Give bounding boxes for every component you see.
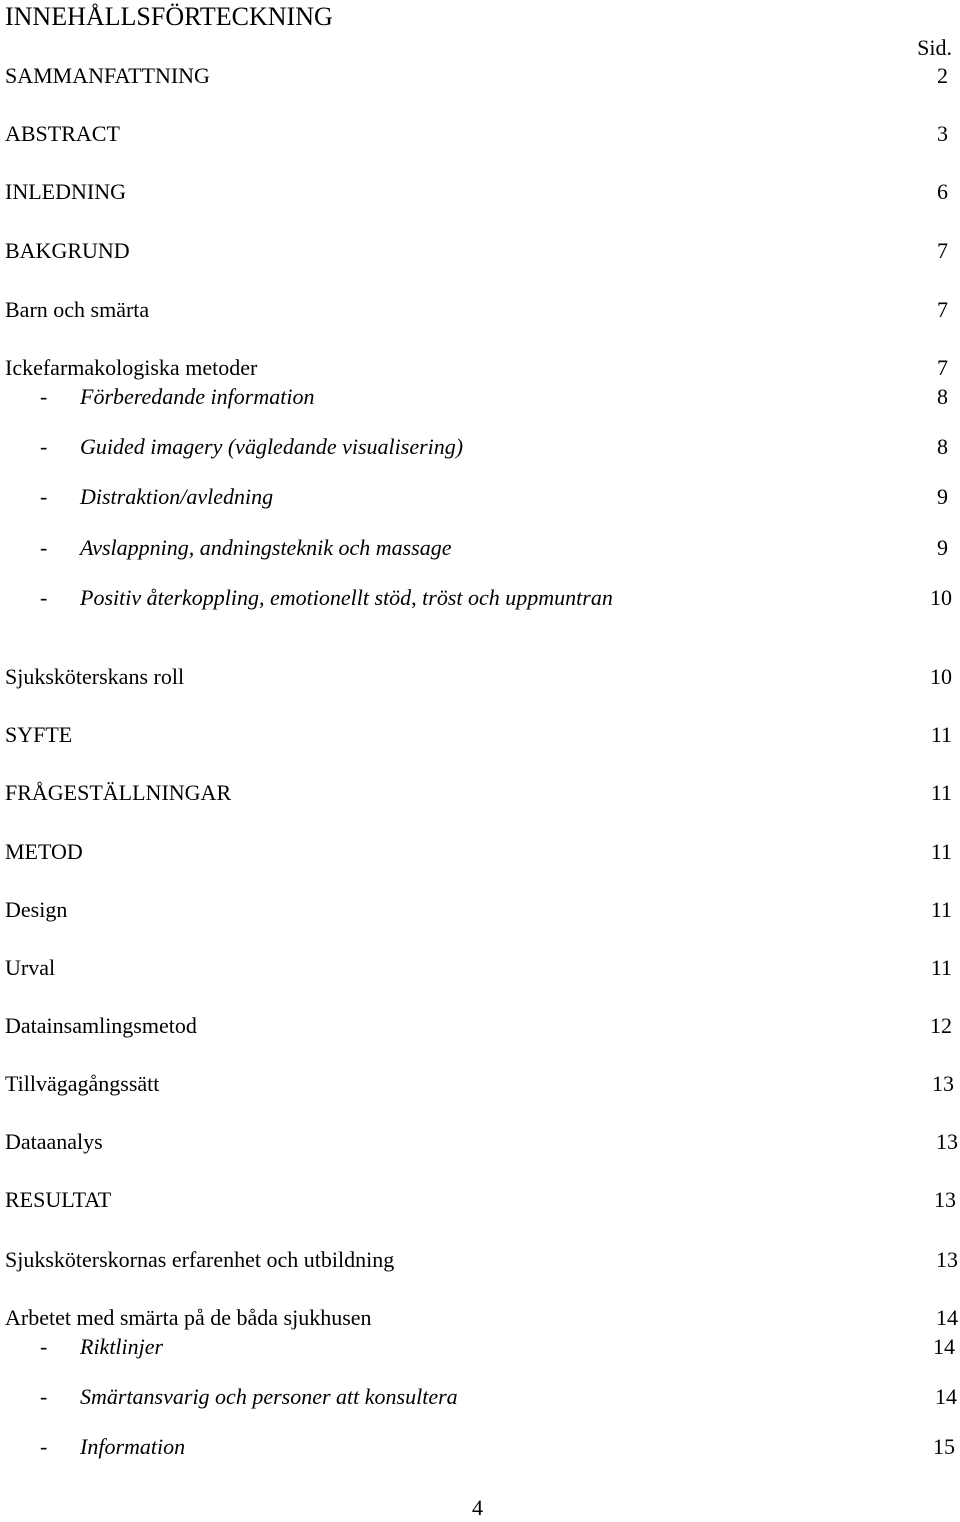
toc-entry-label: Avslappning, andningsteknik och massage	[80, 535, 452, 560]
toc-entry-page: 6	[937, 179, 948, 204]
toc-entry-label: RESULTAT	[5, 1187, 112, 1212]
toc-entry	[0, 838, 960, 866]
toc-entry-label: Barn och smärta	[5, 297, 150, 322]
toc-entry-page: 11	[930, 955, 952, 980]
toc-entry-label: Positiv återkoppling, emotionellt stöd, tröst och uppmuntran	[80, 585, 613, 610]
toc-entry-label: Distraktion/avledning	[80, 484, 274, 509]
toc-entry	[0, 296, 960, 324]
toc-entry-label: Ickefarmakologiska metoder	[5, 355, 258, 380]
toc-subentry	[0, 483, 960, 511]
toc-entry-page: 7	[937, 355, 948, 380]
toc-entry	[0, 663, 960, 691]
toc-entry	[0, 1128, 960, 1156]
list-dash: -	[40, 1434, 48, 1459]
toc-entry-label: SAMMANFATTNING	[5, 63, 210, 88]
toc-entry-page: 14	[933, 1334, 955, 1359]
toc-entry-label: Guided imagery (vägledande visualisering)	[80, 434, 464, 459]
toc-entry-page: 13	[936, 1247, 958, 1272]
toc-entry-label: Riktlinjer	[80, 1334, 164, 1359]
list-dash: -	[40, 384, 48, 409]
page-number: 4	[472, 1495, 483, 1520]
toc-entry-label: Design	[5, 897, 68, 922]
list-dash: -	[40, 585, 48, 610]
toc-entry	[0, 1246, 960, 1274]
toc-subentry	[0, 1333, 960, 1361]
toc-entry	[0, 237, 960, 265]
toc-entry-label: Förberedande information	[80, 384, 315, 409]
toc-entry-page: 8	[937, 434, 948, 459]
toc-entry-page: 12	[930, 1013, 952, 1038]
toc-entry-page: 9	[937, 535, 948, 560]
toc-entry-page: 7	[937, 297, 948, 322]
toc-entry	[0, 1012, 960, 1040]
toc-entry	[0, 779, 960, 807]
toc-title: INNEHÅLLSFÖRTECKNING	[5, 2, 333, 31]
toc-subentry	[0, 383, 960, 411]
toc-entry-page: 3	[937, 121, 948, 146]
toc-entry-label: Sjuksköterskans roll	[5, 664, 185, 689]
toc-subentry	[0, 534, 960, 562]
toc-entry-page: 11	[930, 897, 952, 922]
toc-entry-page: 10	[930, 664, 952, 689]
toc-entry-label: METOD	[5, 839, 83, 864]
toc-entry	[0, 178, 960, 206]
toc-entry	[0, 354, 960, 382]
toc-subentry	[0, 1433, 960, 1461]
toc-entry	[0, 1304, 960, 1332]
page-column-label: Sid.	[917, 35, 952, 60]
toc-entry-page: 14	[936, 1305, 958, 1330]
toc-entry	[0, 62, 960, 90]
toc-entry-label: Urval	[5, 955, 56, 980]
toc-entry-label: Sjuksköterskornas erfarenhet och utbildning	[5, 1247, 395, 1272]
toc-entry-label: BAKGRUND	[5, 238, 130, 263]
toc-entry	[0, 1070, 960, 1098]
toc-entry-page: 13	[934, 1187, 956, 1212]
toc-entry-page: 7	[937, 238, 948, 263]
list-dash: -	[40, 1384, 48, 1409]
toc-entry-page: 11	[930, 722, 952, 747]
toc-entry	[0, 120, 960, 148]
toc-entry-label: Dataanalys	[5, 1129, 103, 1154]
toc-entry-label: Tillvägagångssätt	[5, 1071, 160, 1096]
toc-subentry	[0, 584, 960, 612]
list-dash: -	[40, 1334, 48, 1359]
toc-entry-page: 9	[937, 484, 948, 509]
toc-entry-label: Datainsamlingsmetod	[5, 1013, 197, 1038]
toc-entry	[0, 896, 960, 924]
toc-entry-label: Arbetet med smärta på de båda sjukhusen	[5, 1305, 372, 1330]
toc-entry-page: 10	[930, 585, 952, 610]
toc-subentry	[0, 433, 960, 461]
toc-entry-page: 15	[933, 1434, 955, 1459]
toc-entry-page: 11	[930, 839, 952, 864]
list-dash: -	[40, 484, 48, 509]
list-dash: -	[40, 434, 48, 459]
toc-entry-label: SYFTE	[5, 722, 73, 747]
toc-entry-label: FRÅGESTÄLLNINGAR	[5, 780, 232, 805]
toc-entry	[0, 1186, 960, 1214]
toc-entry-page: 2	[937, 63, 948, 88]
toc-entry-page: 13	[932, 1071, 954, 1096]
toc-entry	[0, 954, 960, 982]
toc-entry-label: Smärtansvarig och personer att konsultera	[80, 1384, 458, 1409]
toc-entry-label: Information	[80, 1434, 186, 1459]
toc-entry-label: ABSTRACT	[5, 121, 120, 146]
list-dash: -	[40, 535, 48, 560]
toc-entry-page: 14	[935, 1384, 957, 1409]
toc-entry	[0, 721, 960, 749]
toc-entry-page: 11	[930, 780, 952, 805]
toc-entry-page: 13	[936, 1129, 958, 1154]
toc-subentry	[0, 1383, 960, 1411]
toc-entry-label: INLEDNING	[5, 179, 126, 204]
toc-entry-page: 8	[937, 384, 948, 409]
